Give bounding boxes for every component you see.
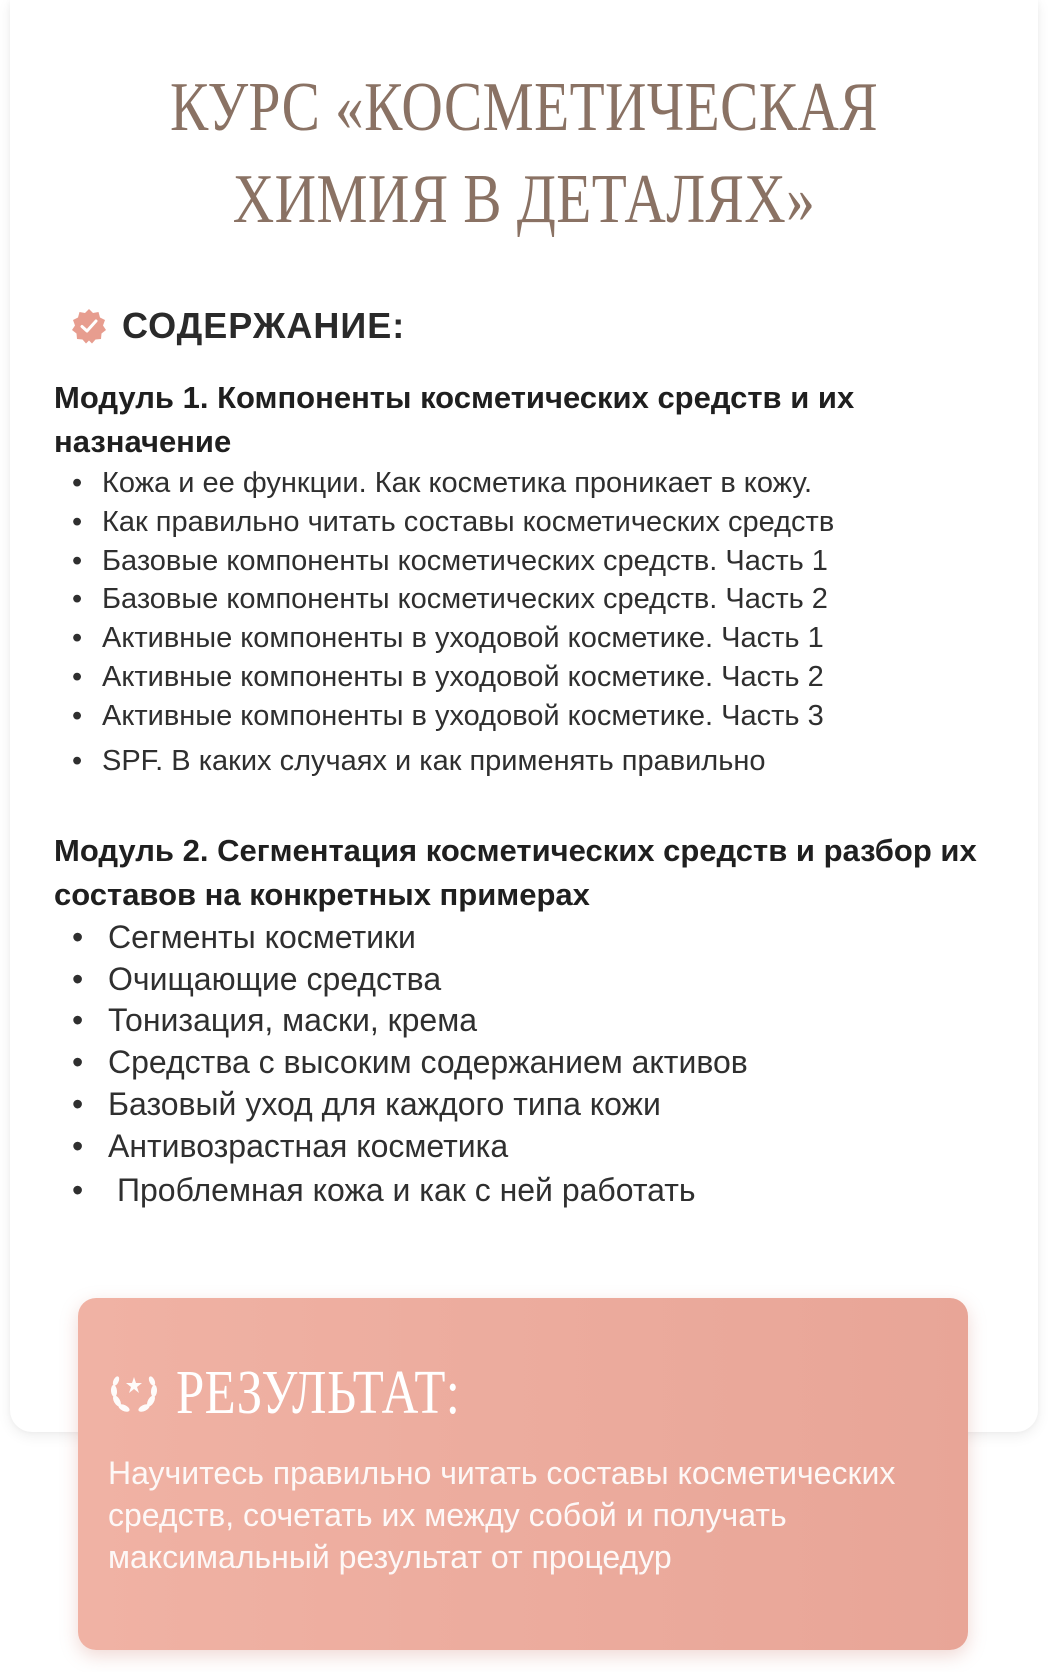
list-item [54,697,994,736]
contents-heading [70,302,405,350]
list-item [54,542,994,581]
module-2-title: Модуль 2. Сегментация косметических средств и разбор их составов на конкретных примерах [54,833,977,912]
course-title-line-2: ХИМИЯ В ДЕТАЛЯХ» [232,161,816,238]
lesson-text: Базовые компоненты косметических средств. Часть 1 [102,544,828,577]
lesson-text: Кожа и ее функции. Как косметика проникает в кожу. [102,467,813,499]
laurel-wreath-icon [108,1371,160,1415]
module-2-lessons [54,917,994,1212]
lesson-text: Активные компоненты в уходовой косметике. Часть 2 [102,660,824,693]
lesson-text: Антивозрастная косметика [108,1127,509,1164]
bullet: • [72,583,83,616]
bullet: • [72,622,83,655]
bullet: • [72,919,84,955]
list-item [54,619,994,658]
lesson-text: Как правильно читать составы косметических средств [102,505,835,538]
bullet: • [72,660,83,693]
bullet: • [72,467,83,499]
bullet: • [72,1172,84,1209]
bullet: • [72,699,83,732]
contents-label: СОДЕРЖАНИЕ: [122,305,406,346]
module-2 [54,829,994,1212]
list-item [54,503,994,542]
course-title [94,62,953,246]
list-item [54,580,994,619]
lesson-text: SPF. В каких случаях и как применять правильно [102,744,766,777]
list-item [54,1042,994,1084]
lesson-text: Очищающие средства [108,960,442,997]
list-item [54,917,994,959]
bullet: • [72,1002,84,1039]
result-text: Научитесь правильно читать составы косметических средств, сочетать их между собой и получать максимальный результат от процедур [108,1455,896,1575]
list-item [54,1000,994,1042]
lesson-text: Базовые компоненты косметических средств. Часть 2 [102,583,828,616]
lesson-text: Сегменты косметики [108,919,416,955]
bullet: • [72,1044,84,1081]
lesson-text: Средства с высоким содержанием активов [108,1044,748,1081]
result-box [78,1298,968,1650]
list-item [54,1170,994,1212]
badge-check-icon [70,307,108,345]
module-1-title: Модуль 1. Компоненты косметических средств и их назначение [54,380,855,459]
lesson-text: Активные компоненты в уходовой косметике. Часть 3 [102,699,824,732]
bullet: • [72,744,83,777]
bullet: • [72,544,83,577]
module-1 [54,376,994,780]
lesson-text: Тонизация, маски, крема [108,1002,478,1039]
bullet: • [72,960,84,997]
bullet: • [72,1127,84,1164]
list-item [54,1084,994,1126]
lesson-text: Базовый уход для каждого типа кожи [108,1085,661,1122]
result-title: РЕЗУЛЬТАТ: [176,1358,461,1427]
module-1-lessons [54,464,994,780]
list-item [54,742,994,781]
course-title-line-1: КУРС «КОСМЕТИЧЕСКАЯ [169,69,879,146]
list-item [54,658,994,697]
lesson-text: Проблемная кожа и как с ней работать [117,1172,696,1209]
result-heading [108,1358,523,1428]
bullet: • [72,505,83,538]
list-item [54,1126,994,1168]
list-item [54,464,994,503]
bullet: • [72,1085,84,1122]
lesson-text: Активные компоненты в уходовой косметике. Часть 1 [102,622,824,655]
list-item [54,959,994,1001]
